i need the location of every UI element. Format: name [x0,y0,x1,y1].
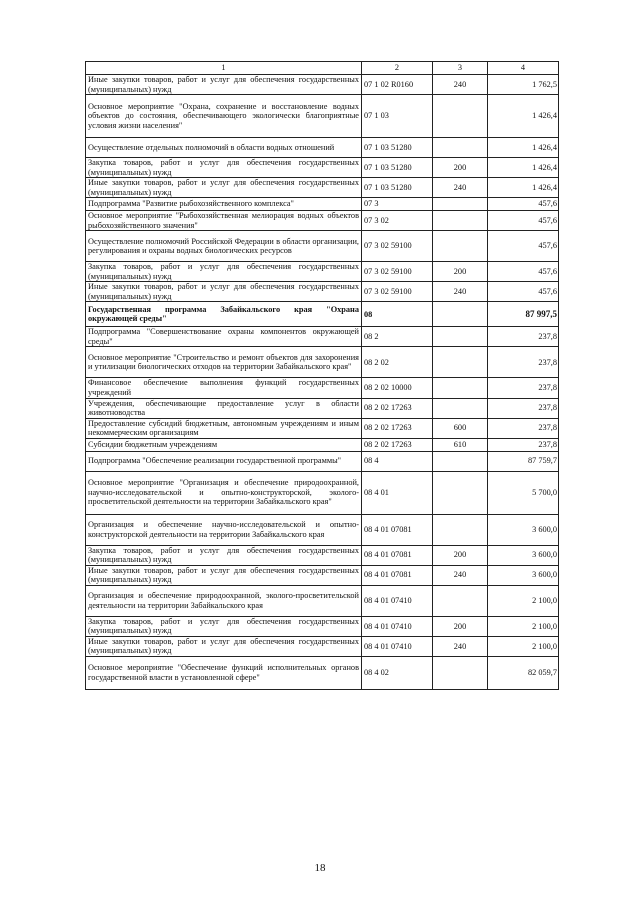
row-name-cell: Закупка товаров, работ и услуг для обеспечения государственных (муниципальных) нужд [86,262,362,282]
row-name-cell: Основное мероприятие "Обеспечение функций исполнительных органов государственной власти в установленной сфере" [86,656,362,689]
table-row [86,545,559,565]
amount-cell: 237,8 [488,398,559,418]
table-row [86,398,559,418]
budget-code-cell: 07 1 03 51280 [362,138,433,158]
row-name-cell: Основное мероприятие "Рыбохозяйственная мелиорация водных объектов рыбохозяйственного значения" [86,211,362,231]
table-row [86,75,559,95]
budget-code-cell: 07 1 03 51280 [362,158,433,178]
table-row [86,565,559,585]
row-name-cell: Закупка товаров, работ и услуг для обеспечения государственных (муниципальных) нужд [86,158,362,178]
amount-cell: 457,6 [488,198,559,211]
expense-type-cell: 240 [433,636,488,656]
column-header-3: 3 [433,62,488,75]
row-name-cell: Организация и обеспечение природоохранной, эколого-просветительской деятельности на территории Забайкальского края [86,585,362,616]
amount-cell: 457,6 [488,282,559,302]
header-row [86,62,559,75]
amount-cell: 1 762,5 [488,75,559,95]
row-name-cell: Осуществление отдельных полномочий в области водных отношений [86,138,362,158]
row-name-cell: Закупка товаров, работ и услуг для обеспечения государственных (муниципальных) нужд [86,616,362,636]
table-row [86,95,559,138]
budget-code-cell: 08 2 02 17263 [362,398,433,418]
budget-code-cell: 08 4 01 07410 [362,636,433,656]
expense-type-cell [433,231,488,262]
expense-type-cell: 200 [433,616,488,636]
budget-code-cell: 07 3 02 59100 [362,231,433,262]
amount-cell: 1 426,4 [488,138,559,158]
row-name-cell: Предоставление субсидий бюджетным, автономным учреждениям и иным некоммерческим организациям [86,418,362,438]
expense-type-cell [433,451,488,471]
expense-type-cell: 200 [433,158,488,178]
expense-type-cell [433,514,488,545]
row-name-cell: Подпрограмма "Обеспечение реализации государственной программы" [86,451,362,471]
expense-type-cell [433,378,488,398]
expense-type-cell [433,327,488,347]
budget-code-cell: 07 3 02 [362,211,433,231]
table-row [86,585,559,616]
expense-type-cell [433,302,488,327]
table-row [86,636,559,656]
table-row [86,451,559,471]
budget-code-cell: 08 2 02 10000 [362,378,433,398]
budget-code-cell: 08 2 02 17263 [362,418,433,438]
table-row [86,347,559,378]
amount-cell: 237,8 [488,418,559,438]
expense-type-cell: 600 [433,418,488,438]
row-name-cell: Подпрограмма "Развитие рыбохозяйственного комплекса" [86,198,362,211]
expense-type-cell [433,398,488,418]
amount-cell: 2 100,0 [488,636,559,656]
table-row [86,231,559,262]
table-row [86,198,559,211]
expense-type-cell [433,198,488,211]
row-name-cell: Осуществление полномочий Российской Федерации в области организации, регулирования и охраны водных биологических ресурсов [86,231,362,262]
expense-type-cell: 610 [433,438,488,451]
row-name-cell: Учреждения, обеспечивающие предоставление услуг в области животноводства [86,398,362,418]
budget-code-cell: 08 2 [362,327,433,347]
expense-type-cell: 240 [433,178,488,198]
amount-cell: 237,8 [488,438,559,451]
table-row [86,514,559,545]
row-name-cell: Основное мероприятие "Организация и обеспечение природоохранной, научно-исследовательской и опытно-конструкторской, эколого-просветительской деятельности на территории Забайкальского края" [86,471,362,514]
budget-code-cell: 07 1 02 R0160 [362,75,433,95]
budget-code-cell: 08 4 02 [362,656,433,689]
expense-type-cell [433,95,488,138]
amount-cell: 1 426,4 [488,158,559,178]
table-row [86,378,559,398]
table-row [86,282,559,302]
row-name-cell: Субсидии бюджетным учреждениям [86,438,362,451]
column-header-2: 2 [362,62,433,75]
expense-type-cell: 200 [433,262,488,282]
row-name-cell: Иные закупки товаров, работ и услуг для обеспечения государственных (муниципальных) нужд [86,75,362,95]
row-name-cell: Подпрограмма "Совершенствование охраны компонентов окружающей среды" [86,327,362,347]
expense-type-cell: 240 [433,565,488,585]
budget-code-cell: 08 4 01 07410 [362,585,433,616]
table-row [86,138,559,158]
amount-cell: 237,8 [488,327,559,347]
table-row [86,262,559,282]
expense-type-cell: 240 [433,282,488,302]
amount-cell: 2 100,0 [488,585,559,616]
row-name-cell: Иные закупки товаров, работ и услуг для обеспечения государственных (муниципальных) нужд [86,636,362,656]
row-name-cell: Государственная программа Забайкальского края "Охрана окружающей среды" [86,302,362,327]
page-number: 18 [314,862,326,874]
expense-type-cell [433,138,488,158]
budget-code-cell: 07 1 03 51280 [362,178,433,198]
table-row [86,158,559,178]
budget-code-cell: 08 4 01 07410 [362,616,433,636]
table-row [86,471,559,514]
amount-cell: 5 700,0 [488,471,559,514]
table-row [86,656,559,689]
row-name-cell: Основное мероприятие "Строительство и ремонт объектов для захоронения и утилизации биологических отходов на территории Забайкальского края" [86,347,362,378]
amount-cell: 457,6 [488,262,559,282]
row-name-cell: Иные закупки товаров, работ и услуг для обеспечения государственных (муниципальных) нужд [86,565,362,585]
table-row [86,418,559,438]
expense-type-cell: 200 [433,545,488,565]
row-name-cell: Организация и обеспечение научно-исследовательской и опытно-конструкторской деятельности на территории Забайкальского края [86,514,362,545]
budget-code-cell: 08 [362,302,433,327]
amount-cell: 1 426,4 [488,178,559,198]
amount-cell: 87 997,5 [488,302,559,327]
expense-type-cell [433,585,488,616]
row-name-cell: Основное мероприятие "Охрана, сохранение и восстановление водных объектов до состояния, обеспечивающего экологически благоприятные условия жизни населения" [86,95,362,138]
amount-cell: 3 600,0 [488,565,559,585]
table-row [86,302,559,327]
budget-table-body [86,62,559,690]
expense-type-cell [433,656,488,689]
column-header-1: 1 [86,62,362,75]
amount-cell: 87 759,7 [488,451,559,471]
budget-code-cell: 07 3 02 59100 [362,262,433,282]
budget-code-cell: 08 4 01 07081 [362,565,433,585]
budget-code-cell: 07 3 [362,198,433,211]
expense-type-cell [433,347,488,378]
amount-cell: 457,6 [488,231,559,262]
budget-code-cell: 07 1 03 [362,95,433,138]
table-row [86,438,559,451]
row-name-cell: Иные закупки товаров, работ и услуг для обеспечения государственных (муниципальных) нужд [86,282,362,302]
budget-code-cell: 07 3 02 59100 [362,282,433,302]
budget-code-cell: 08 2 02 [362,347,433,378]
expense-type-cell [433,211,488,231]
table-row [86,211,559,231]
row-name-cell: Финансовое обеспечение выполнения функций государственных учреждений [86,378,362,398]
amount-cell: 3 600,0 [488,545,559,565]
amount-cell: 237,8 [488,347,559,378]
amount-cell: 1 426,4 [488,95,559,138]
amount-cell: 3 600,0 [488,514,559,545]
budget-code-cell: 08 4 01 [362,471,433,514]
amount-cell: 82 059,7 [488,656,559,689]
amount-cell: 237,8 [488,378,559,398]
budget-table [85,61,559,690]
row-name-cell: Иные закупки товаров, работ и услуг для обеспечения государственных (муниципальных) нужд [86,178,362,198]
budget-code-cell: 08 4 01 07081 [362,514,433,545]
budget-table-section [85,61,558,690]
expense-type-cell: 240 [433,75,488,95]
table-row [86,327,559,347]
table-row [86,178,559,198]
expense-type-cell [433,471,488,514]
column-header-4: 4 [488,62,559,75]
amount-cell: 2 100,0 [488,616,559,636]
budget-code-cell: 08 2 02 17263 [362,438,433,451]
budget-code-cell: 08 4 01 07081 [362,545,433,565]
budget-code-cell: 08 4 [362,451,433,471]
table-row [86,616,559,636]
row-name-cell: Закупка товаров, работ и услуг для обеспечения государственных (муниципальных) нужд [86,545,362,565]
amount-cell: 457,6 [488,211,559,231]
